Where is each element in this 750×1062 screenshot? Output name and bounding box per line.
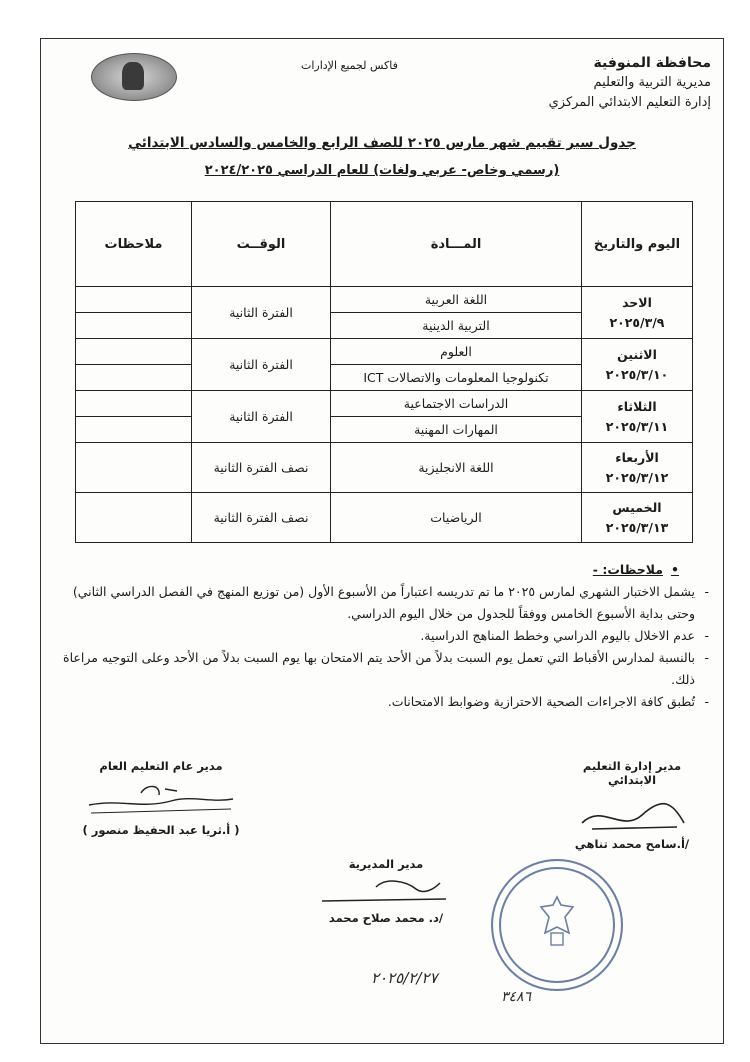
subject-cell: العلوم [331,339,582,365]
day-name: الأربعاء [615,449,659,465]
subject-cell: تكنولوجيا المعلومات والاتصالات ICT [331,365,582,391]
note-item: - بالنسبة لمدارس الأقباط التي تعمل يوم السبت بدلاً من الأحد يتم الامتحان بها يوم السبت بدلاً من الأحد وعلى التوجيه مراعاة ذلك. [51,647,713,691]
day-date: ٢٠٢٥/٣/١٠ [605,366,669,382]
note-item: - عدم الاخلال باليوم الدراسي وخطط المناهج الدراسية. [51,625,713,647]
table-header-row [76,202,693,287]
note-item: - تُطبق كافة الاجراءات الصحية الاحترازية وضوابط الامتحانات. [51,691,713,713]
subject-cell: اللغة العربية [331,287,582,313]
governorate-name: محافظة المنوفية [593,55,711,71]
notes-cell [76,287,192,313]
subject-cell: التربية الدينية [331,313,582,339]
department-name: إدارة التعليم الابتدائي المركزي [548,95,711,110]
handwritten-date: ٢٠٢٥/٢/٢٧ [371,969,438,987]
subject-cell: اللغة الانجليزية [331,443,582,493]
directorate-name: مديرية التربية والتعليم [593,75,711,90]
signature-general-director [71,759,251,837]
document-page [40,38,724,1044]
signature-primary-director [557,759,707,851]
notes-cell [76,339,192,365]
document-subtitle: (رسمي وخاص- عربي ولغات) للعام الدراسي ٢٠٢٤/٢٠٢٥ [204,163,560,178]
signature-title: مدير عام التعليم العام [99,759,223,773]
header-notes: ملاحظات [76,202,192,287]
table-row [76,339,693,365]
notes-section [51,559,713,713]
time-cell: نصف الفترة الثانية [192,493,331,543]
letterhead [549,53,711,113]
day-name: الاحد [622,294,652,310]
table-row [76,391,693,417]
document-title: جدول سير تقييم شهر مارس ٢٠٢٥ للصف الرابع والخامس والسادس الابتدائي [128,135,636,151]
subject-cell: الدراسات الاجتماعية [331,391,582,417]
time-cell: الفترة الثانية [192,287,331,339]
day-cell [582,391,693,443]
day-name: الاثنين [617,346,657,362]
signature-title: مدير إدارة التعليم الابتدائي [582,759,682,787]
table-row [76,443,693,493]
day-cell [582,287,693,339]
handwritten-signature-icon [316,875,456,911]
official-stamp-icon [491,859,623,991]
day-name: الثلاثاء [617,398,657,414]
signature-name: /أ.سامح محمد تناهي [574,837,690,851]
day-date: ٢٠٢٥/٣/١٢ [605,469,669,485]
handwritten-signature-icon [81,779,241,823]
handwritten-reference-number: ٣٤٨٦ [501,989,532,1005]
notes-cell [76,443,192,493]
notes-cell [76,417,192,443]
header-subject: المـــادة [331,202,582,287]
time-cell: الفترة الثانية [192,391,331,443]
signature-name: /د. محمد صلاح محمد [328,911,444,925]
signature-directorate-head [311,857,461,925]
exam-schedule-table [75,201,693,543]
table-row [76,287,693,313]
day-date: ٢٠٢٥/٣/٩ [609,314,665,330]
handwritten-signature-icon [572,793,692,837]
subject-cell: الرياضيات [331,493,582,543]
time-cell: الفترة الثانية [192,339,331,391]
notes-cell [76,313,192,339]
notes-cell [76,493,192,543]
day-date: ٢٠٢٥/٣/١١ [605,418,669,434]
eagle-emblem-icon [537,893,577,951]
header-day: اليوم والتاريخ [582,202,693,287]
header-time: الوقــت [192,202,331,287]
ministry-logo-icon [91,53,177,101]
time-cell: نصف الفترة الثانية [192,443,331,493]
signature-title: مدير المديرية [348,857,424,871]
day-cell [582,443,693,493]
subject-cell: المهارات المهنية [331,417,582,443]
note-item: - يشمل الاختبار الشهري لمارس ٢٠٢٥ ما تم تدريسه اعتباراً من الأسبوع الأول (من توزيع المنهج في الفصل الدراسي الثاني) وحتى بداية الأسبوع الخامس ووفقاً للجدول من خلال اليوم الدراسي. [51,581,713,625]
day-date: ٢٠٢٥/٣/١٣ [605,519,669,535]
notes-cell [76,391,192,417]
day-cell [582,493,693,543]
signature-name: ( أ.ثريا عبد الحفيظ منصور ) [82,823,240,837]
fax-note: فاكس لجميع الإدارات [301,59,398,72]
notes-title: • ملاحظات: - [51,559,679,581]
day-cell [582,339,693,391]
table-row [76,493,693,543]
day-name: الخميس [612,499,662,515]
notes-cell [76,365,192,391]
